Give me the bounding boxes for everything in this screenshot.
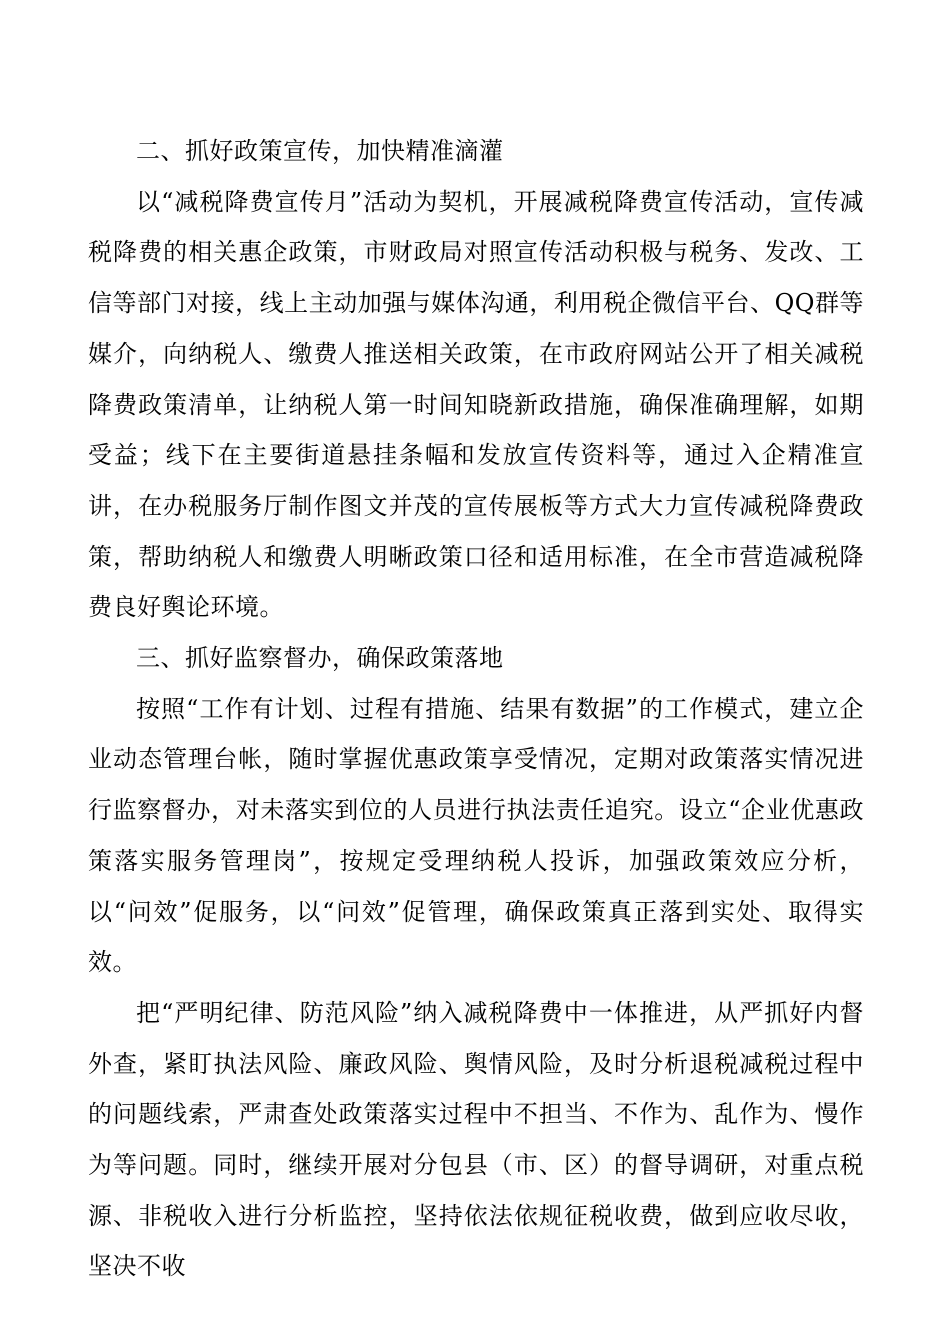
section-3-paragraph-1: 按照“工作有计划、过程有措施、结果有数据”的工作模式，建立企业动态管理台帐，随时掌握优惠政策享受情况，定期对政策落实情况进行监察督办，对未落实到位的人员进行执法责任追究。设立“企业优惠政策落实服务管理岗”，按规定受理纳税人投诉，加强政策效应分析，以“问效”促服务，以“问效”促管理，确保政策真正落到实处、取得实效。 (88, 694, 864, 977)
section-3-paragraph-2: 把“严明纪律、防范风险”纳入减税降费中一体推进，从严抓好内督外查，紧盯执法风险、廉政风险、舆情风险，及时分析退税减税过程中的问题线索，严肃查处政策落实过程中不担当、不作为、乱作为、慢作为等问题。同时，继续开展对分包县（市、区）的督导调研，对重点税源、非税收入进行分析监控，坚持依法依规征税收费，做到应收尽收，坚决不收 (88, 998, 864, 1281)
document-body (88, 126, 864, 1292)
section-heading-2: 二、抓好政策宣传，加快精准滴灌 (136, 137, 504, 165)
section-2-paragraph: 以“减税降费宣传月”活动为契机，开展减税降费宣传活动，宣传减税降费的相关惠企政策，市财政局对照宣传活动积极与税务、发改、工信等部门对接，线上主动加强与媒体沟通，利用税企微信平台、QQ群等媒介，向纳税人、缴费人推送相关政策，在市政府网站公开了相关减税降费政策清单，让纳税人第一时间知晓新政措施，确保准确理解，如期受益；线下在主要街道悬挂条幅和发放宣传资料等，通过入企精准宣讲，在办税服务厅制作图文并茂的宣传展板等方式大力宣传减税降费政策，帮助纳税人和缴费人明晰政策口径和适用标准，在全市营造减税降费良好舆论环境。 (88, 187, 864, 622)
section-heading-3: 三、抓好监察督办，确保政策落地 (136, 644, 504, 673)
